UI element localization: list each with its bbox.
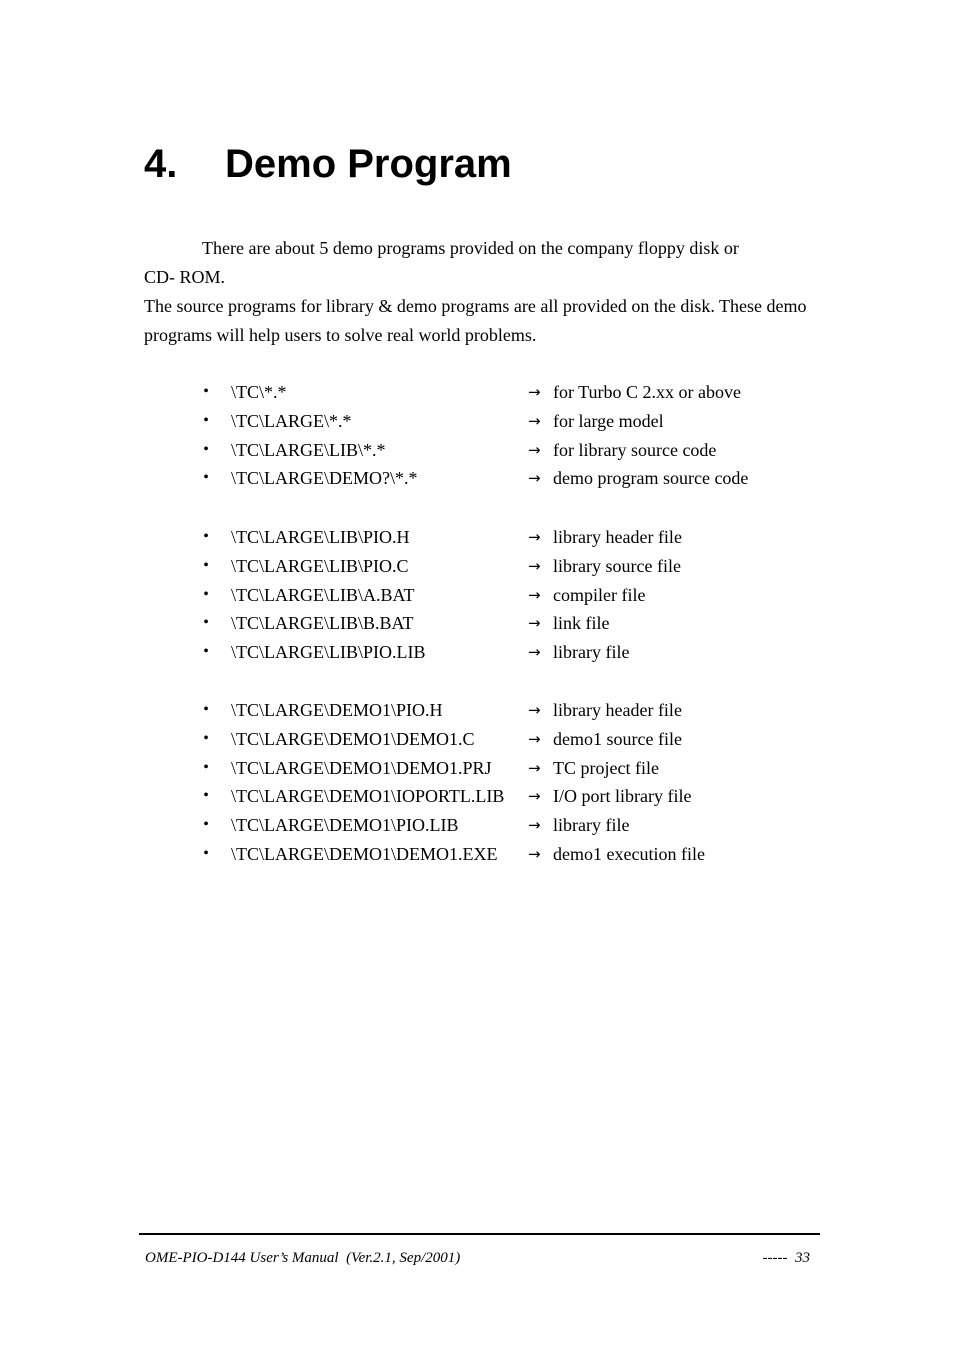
arrow-right-icon: →	[528, 701, 541, 719]
list-item	[200, 464, 840, 493]
intro-paragraph	[144, 234, 824, 292]
file-path: \TC\LARGE\LIB\A.BAT	[231, 584, 415, 605]
file-path: \TC\LARGE\DEMO1\PIO.H	[231, 700, 443, 720]
file-description: library source file	[553, 555, 681, 576]
list-item	[200, 407, 840, 436]
bullet-icon: •	[203, 469, 209, 487]
bullet-icon: •	[203, 643, 209, 661]
list-item	[200, 436, 840, 465]
footer-manual-title: OME-PIO-D144 User’s Manual (Ver.2.1, Sep/2001)	[145, 1250, 461, 1266]
file-path: \TC\LARGE\LIB\PIO.LIB	[231, 642, 426, 663]
bullet-icon: •	[203, 787, 209, 805]
file-path: \TC\LARGE\DEMO1\DEMO1.PRJ	[231, 757, 492, 778]
file-description: library header file	[553, 700, 682, 720]
list-item	[200, 725, 840, 754]
file-description: demo1 source file	[553, 728, 682, 749]
intro-paragraph-2: The source programs for library & demo programs are all provided on the disk. These demo programs will help users to solve real world problems.	[144, 296, 807, 345]
file-description: demo program source code	[553, 468, 749, 489]
file-description: library file	[553, 815, 630, 836]
intro-line-2: CD- ROM.	[144, 266, 226, 287]
file-description: library header file	[553, 527, 682, 547]
bullet-icon: •	[203, 556, 209, 574]
file-description: for library source code	[553, 439, 717, 460]
file-path: \TC\*.*	[231, 382, 287, 402]
file-path: \TC\LARGE\DEMO1\PIO.LIB	[231, 815, 459, 836]
bullet-icon: •	[203, 816, 209, 834]
file-description: for Turbo C 2.xx or above	[553, 382, 741, 402]
bullet-icon: •	[203, 411, 209, 429]
file-path: \TC\LARGE\LIB\*.*	[231, 439, 386, 460]
list-item	[200, 581, 840, 610]
arrow-right-icon: →	[528, 729, 541, 748]
bullet-icon: •	[203, 528, 209, 545]
file-description: compiler file	[553, 584, 646, 605]
intro-line-1: There are about 5 demo programs provided on the company floppy disk or	[202, 238, 739, 258]
file-description: link file	[553, 613, 610, 634]
list-item	[200, 754, 840, 783]
section-title: Demo Program	[225, 142, 512, 186]
file-list-group-2	[200, 523, 840, 667]
arrow-right-icon: →	[528, 643, 541, 662]
footer-divider	[139, 1233, 820, 1235]
section-number: 4.	[144, 142, 178, 186]
arrow-right-icon: →	[528, 556, 541, 575]
bullet-icon: •	[203, 440, 209, 458]
file-description: demo1 execution file	[553, 843, 705, 864]
arrow-right-icon: →	[528, 440, 541, 459]
arrow-right-icon: →	[528, 469, 541, 488]
file-path: \TC\LARGE\LIB\PIO.H	[231, 527, 410, 547]
file-path: \TC\LARGE\DEMO?\*.*	[231, 468, 418, 489]
list-item	[200, 552, 840, 581]
list-item	[200, 782, 840, 811]
list-item	[200, 523, 840, 552]
bullet-icon: •	[203, 701, 209, 718]
file-path: \TC\LARGE\*.*	[231, 410, 352, 431]
arrow-right-icon: →	[528, 758, 541, 777]
file-description: for large model	[553, 410, 664, 431]
list-item	[200, 378, 840, 407]
bullet-icon: •	[203, 383, 209, 400]
arrow-right-icon: →	[528, 383, 541, 401]
list-item	[200, 609, 840, 638]
file-path: \TC\LARGE\DEMO1\IOPORTL.LIB	[231, 786, 505, 807]
page-title	[144, 140, 512, 188]
arrow-right-icon: →	[528, 528, 541, 546]
file-path: \TC\LARGE\LIB\B.BAT	[231, 613, 414, 634]
list-item	[200, 811, 840, 840]
arrow-right-icon: →	[528, 585, 541, 604]
file-description: I/O port library file	[553, 786, 692, 807]
footer-page-number: ----- 33	[762, 1250, 810, 1266]
list-item	[200, 696, 840, 725]
file-description: library file	[553, 642, 630, 663]
list-item	[200, 638, 840, 667]
bullet-icon: •	[203, 585, 209, 603]
file-path: \TC\LARGE\DEMO1\DEMO1.C	[231, 728, 475, 749]
arrow-right-icon: →	[528, 411, 541, 430]
arrow-right-icon: →	[528, 816, 541, 835]
bullet-icon: •	[203, 729, 209, 747]
bullet-icon: •	[203, 614, 209, 632]
file-list-group-1	[200, 378, 840, 493]
bullet-icon: •	[203, 844, 209, 862]
file-description: TC project file	[553, 757, 659, 778]
list-item	[200, 840, 840, 869]
file-list-group-3	[200, 696, 840, 869]
arrow-right-icon: →	[528, 787, 541, 806]
file-path: \TC\LARGE\DEMO1\DEMO1.EXE	[231, 843, 498, 864]
arrow-right-icon: →	[528, 614, 541, 633]
bullet-icon: •	[203, 758, 209, 776]
arrow-right-icon: →	[528, 844, 541, 863]
file-path: \TC\LARGE\LIB\PIO.C	[231, 555, 409, 576]
